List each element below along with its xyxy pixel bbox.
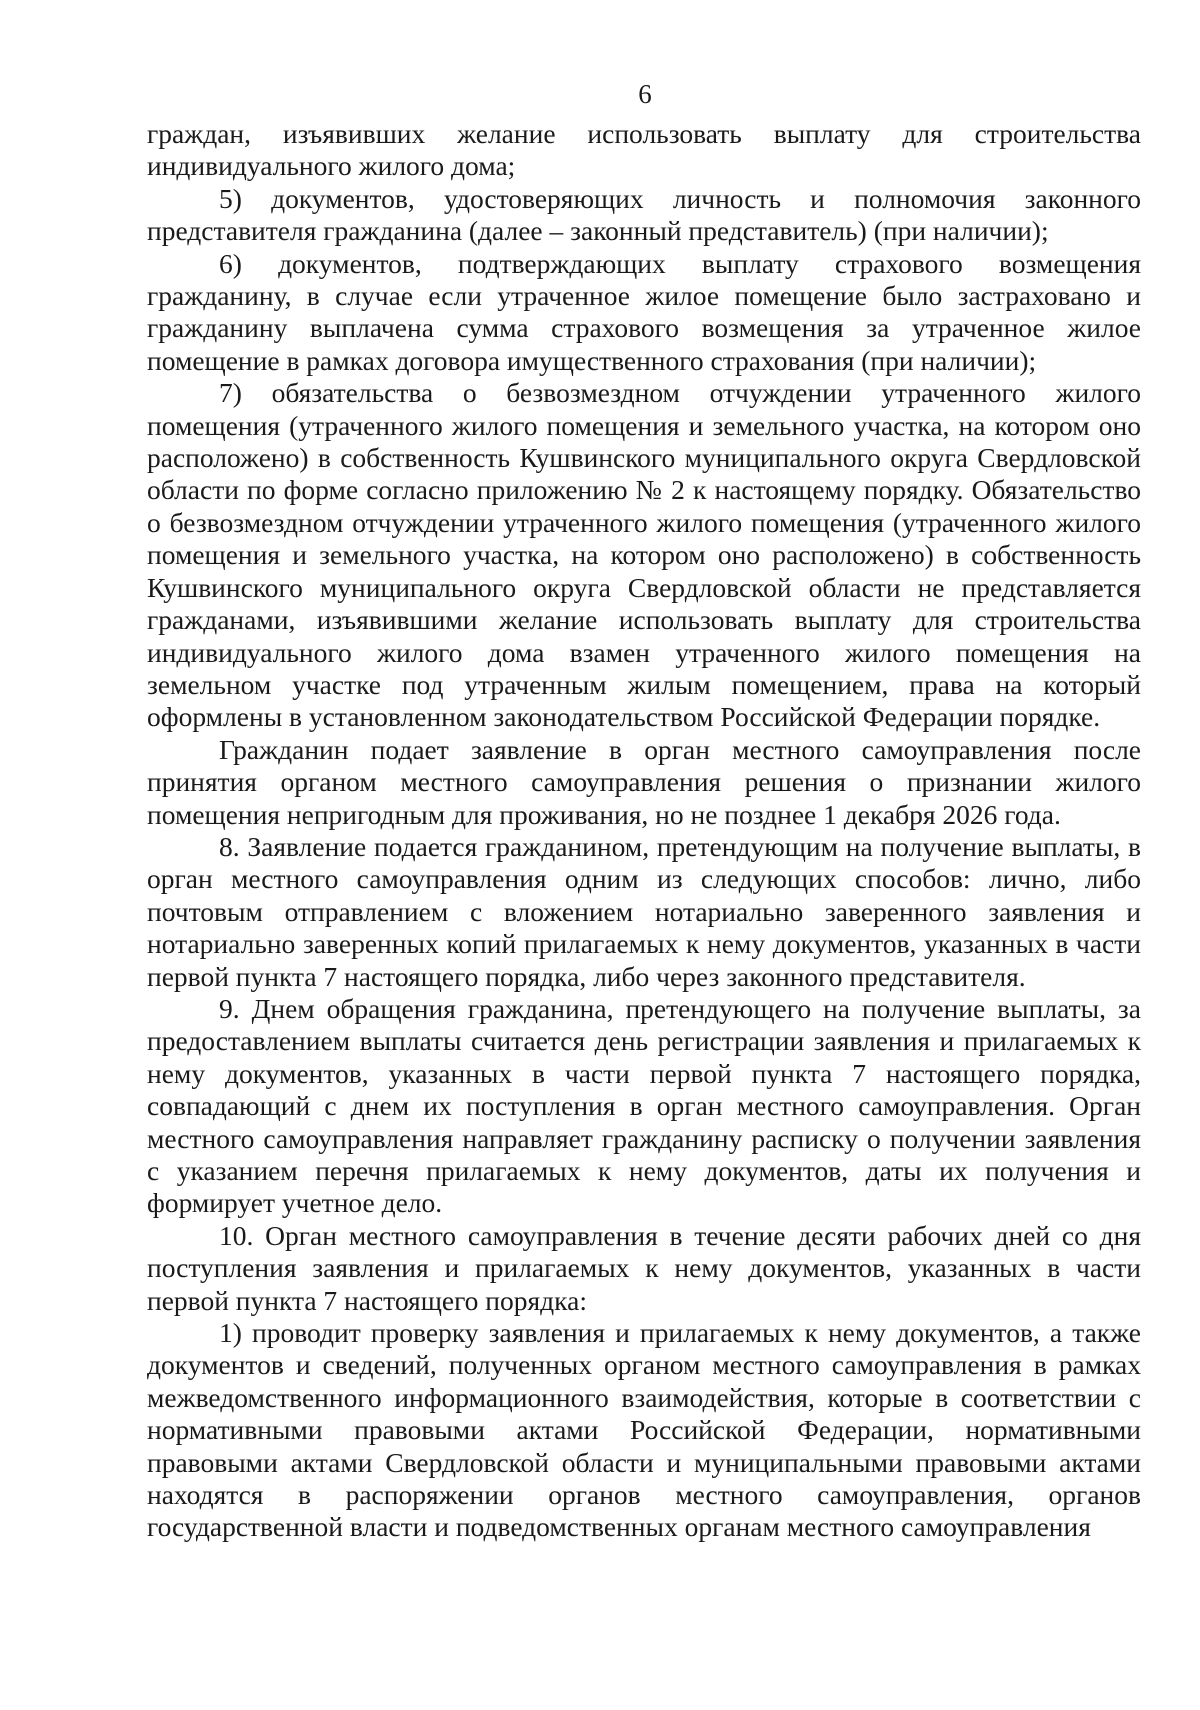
document-body [147, 118, 1141, 1544]
paragraph-clause-8: 8. Заявление подается гражданином, претендующим на получение выплаты, в орган местного самоуправления одним из следующих способов: лично, либо почтовым отправлением с вложением нотариально заверенного заявления и нотариально заверенных копий прилагаемых к нему документов, указанных в части первой пункта 7 настоящего порядка, либо через законного представителя. [147, 830, 1141, 992]
page-number: 6 [638, 79, 652, 109]
paragraph-continuation: граждан, изъявивших желание использовать выплату для строительства индивидуального жилого дома; [147, 118, 1141, 182]
paragraph-item-6: 6) документов, подтверждающих выплату страхового возмещения гражданину, в случае если утраченное жилое помещение было застраховано и гражданину выплачена сумма страхового возмещения за утраченное жилое помещение в рамках договора имущественного страхования (при наличии); [147, 247, 1141, 376]
paragraph-clause-10: 10. Орган местного самоуправления в течение десяти рабочих дней со дня поступления заявления и прилагаемых к нему документов, указанных в части первой пункта 7 настоящего порядка: [147, 1219, 1141, 1316]
paragraph-clause-9: 9. Днем обращения гражданина, претендующего на получение выплаты, за предоставлением выплаты считается день регистрации заявления и прилагаемых к нему документов, указанных в части первой пункта 7 настоящего порядка, совпадающий с днем их поступления в орган местного самоуправления. Орган местного самоуправления направляет гражданину расписку о получении заявления с указанием перечня прилагаемых к нему документов, даты их получения и формирует учетное дело. [147, 992, 1141, 1219]
paragraph-application-deadline: Гражданин подает заявление в орган местного самоуправления после принятия органом местного самоуправления решения о признании жилого помещения непригодным для проживания, но не позднее 1 декабря 2026 года. [147, 733, 1141, 830]
paragraph-item-5: 5) документов, удостоверяющих личность и полномочия законного представителя гражданина (далее – законный представитель) (при наличии); [147, 182, 1141, 247]
paragraph-clause-10-item-1: 1) проводит проверку заявления и прилагаемых к нему документов, а также документов и сведений, полученных органом местного самоуправления в рамках межведомственного информационного взаимодействия, которые в соответствии с нормативными правовыми актами Российской Федерации, нормативными правовыми актами Свердловской области и муниципальными правовыми актами находятся в распоряжении органов местного самоуправления, органов государственной власти и подведомственных органам местного самоуправления [147, 1317, 1141, 1543]
paragraph-item-7: 7) обязательства о безвозмездном отчуждении утраченного жилого помещения (утраченного жилого помещения и земельного участка, на котором оно расположено) в собственность Кушвинского муниципального округа Свердловской области по форме согласно приложению № 2 к настоящему порядку. Обязательство о безвозмездном отчуждении утраченного жилого помещения (утраченного жилого помещения и земельного участка, на котором оно расположено) в собственность Кушвинского муниципального округа Свердловской области не представляется гражданами, изъявившими желание использовать выплату для строительства индивидуального жилого дома взамен утраченного жилого помещения на земельном участке под утраченным жилым помещением, права на который оформлены в установленном законодательством Российской Федерации порядке. [147, 377, 1141, 733]
